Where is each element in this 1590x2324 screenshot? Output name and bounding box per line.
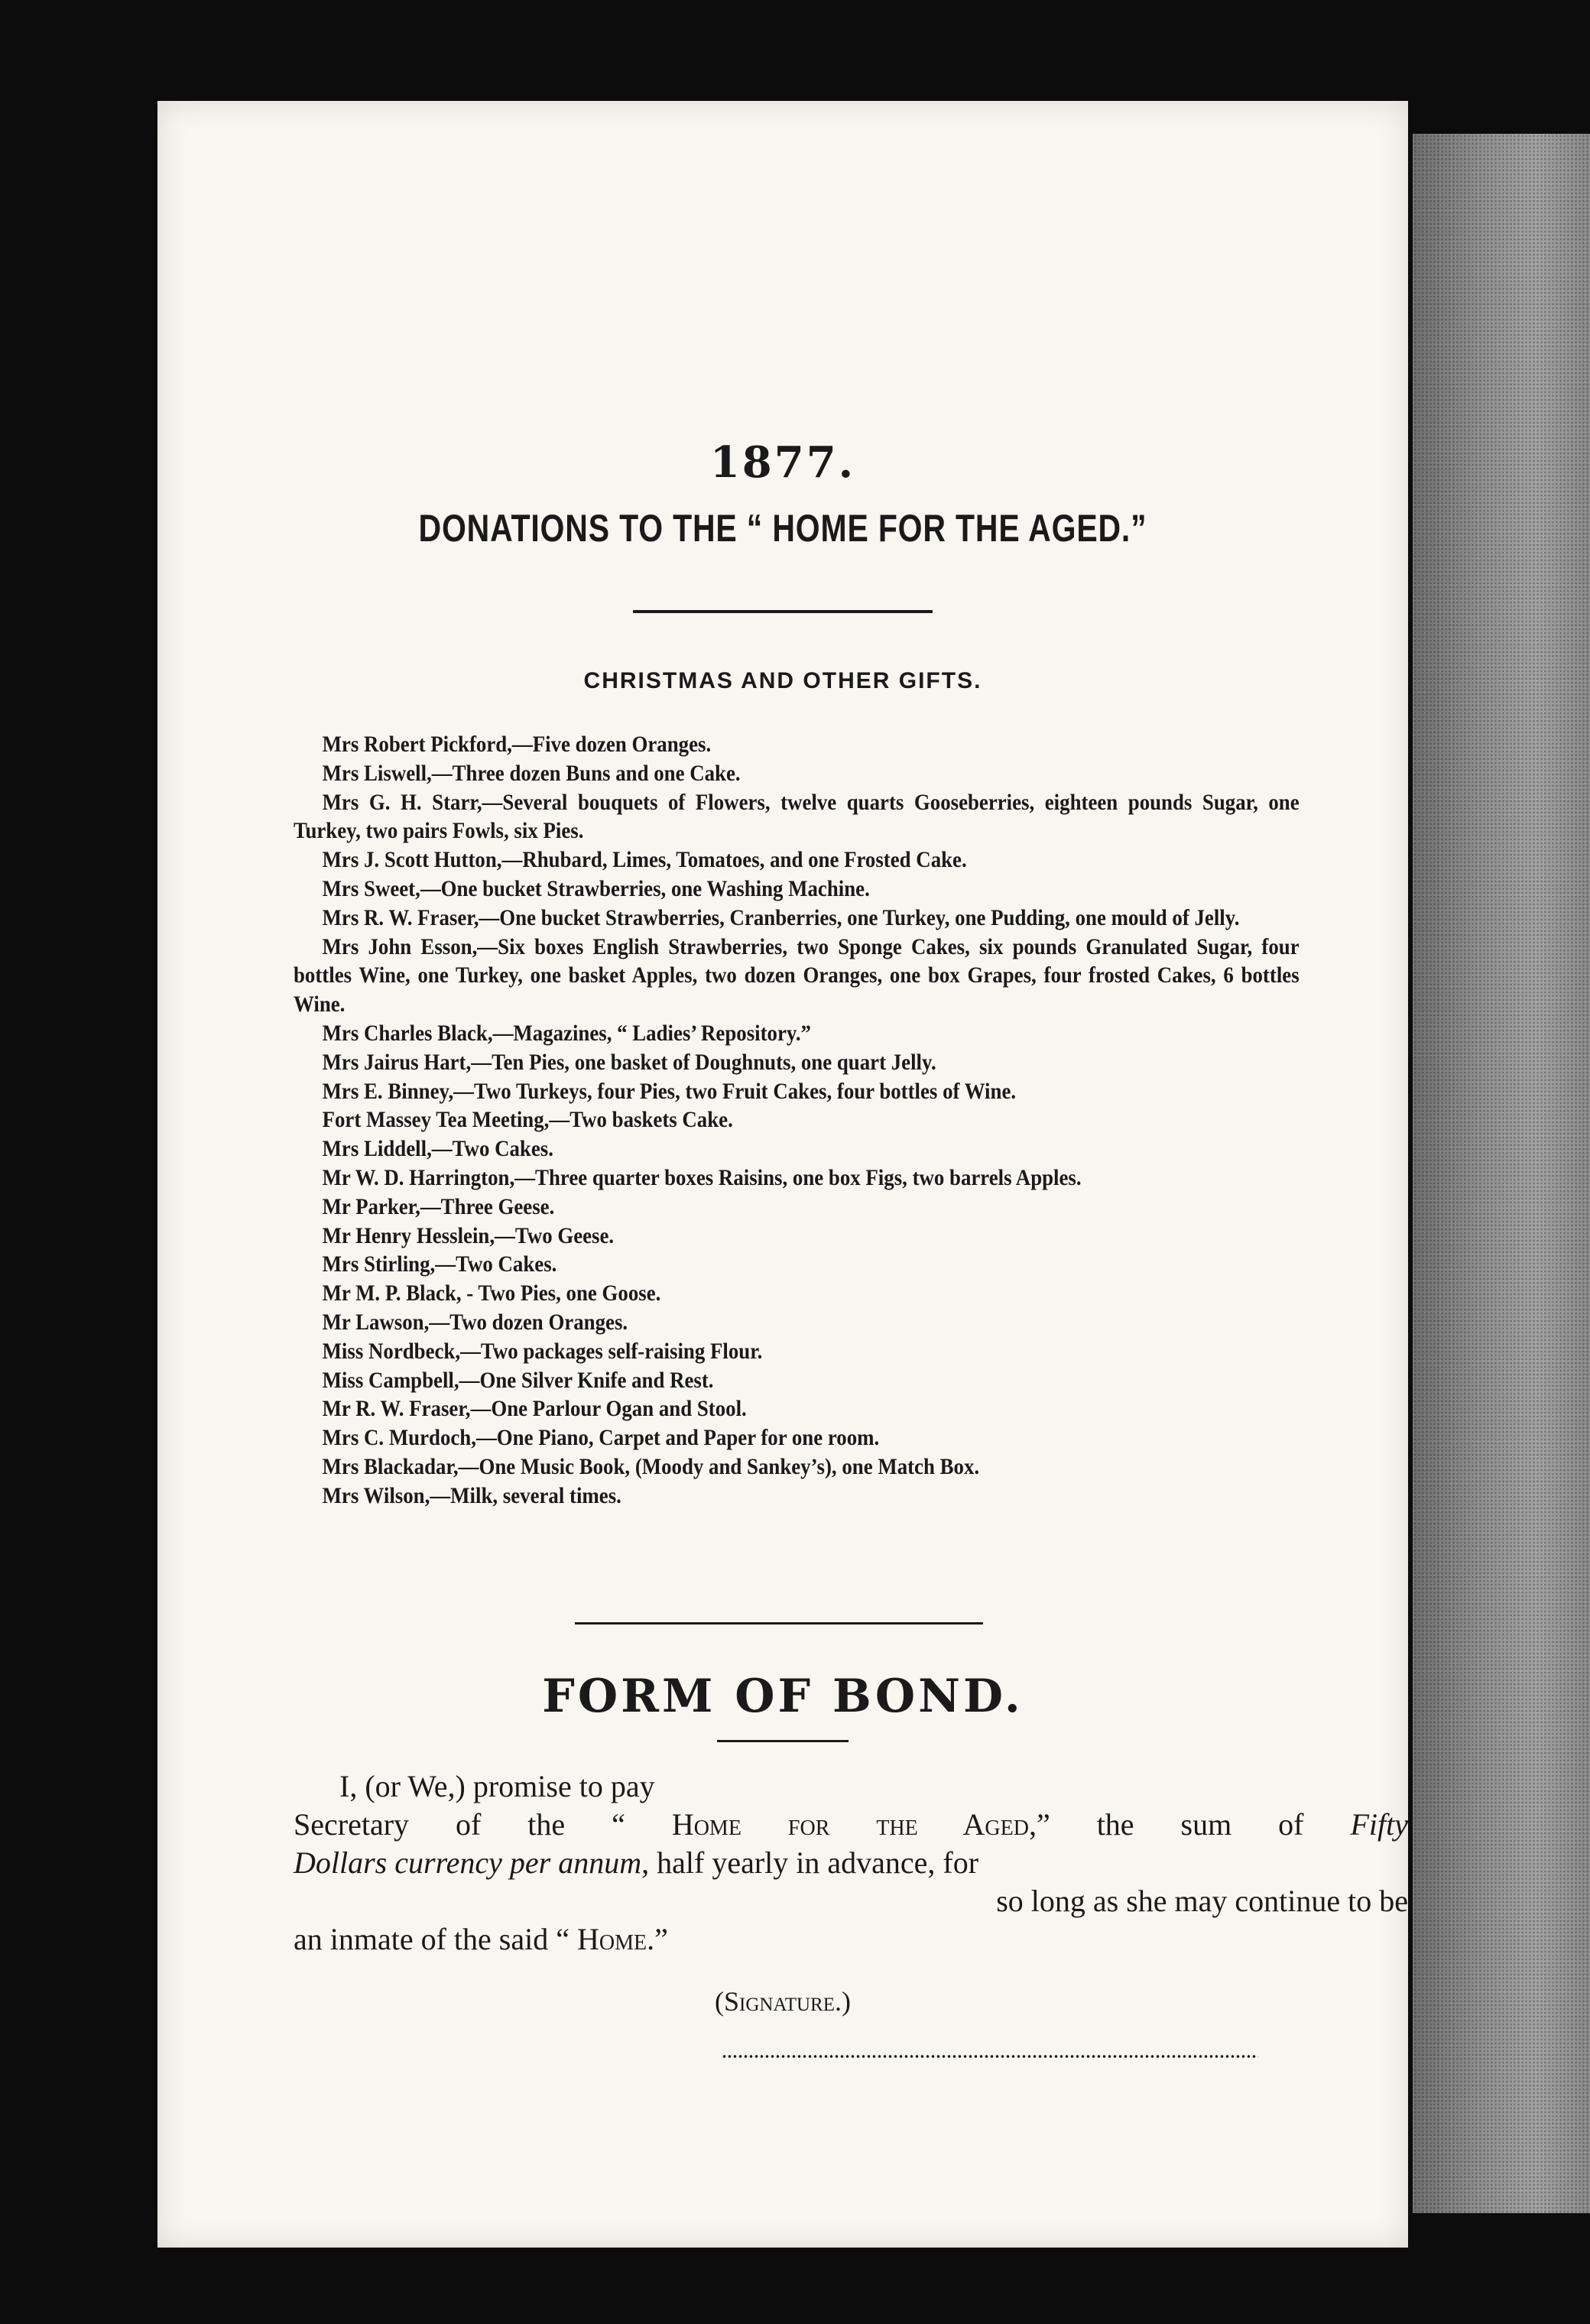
donation-entry: Mrs Charles Black,—Magazines, “ Ladies’ Repository.” <box>322 1020 811 1046</box>
bond-line-secretary <box>294 1806 1408 1844</box>
donation-entry: Mrs G. H. Starr,—Several bouquets of Flowers, twelve quarts Gooseberries, eighteen pounds Sugar, one Turkey, two pairs Fowls, six Pies. <box>294 789 1300 844</box>
title-divider <box>633 610 933 613</box>
signature-label: (Signature.) <box>715 1986 851 2017</box>
document-page <box>157 101 1408 2248</box>
page-title: DONATIONS TO THE “ HOME FOR THE AGED.” <box>418 507 1147 550</box>
donation-entry: Mrs C. Murdoch,—One Piano, Carpet and Paper for one room. <box>322 1425 880 1451</box>
year-heading: 1877. <box>709 437 856 488</box>
donation-entry: Mrs Jairus Hart,—Ten Pies, one basket of Doughnuts, one quart Jelly. <box>322 1049 936 1075</box>
bond-text-fragment: , half yearly in advance, for <box>641 1845 979 1880</box>
bond-home-short: Home <box>576 1922 647 1956</box>
donation-list <box>294 730 1300 1511</box>
donation-entry: Mr R. W. Fraser,—One Parlour Ogan and Stool. <box>322 1396 747 1422</box>
donation-entry: Mr Henry Hesslein,—Two Geese. <box>322 1222 615 1248</box>
donation-entry: Mr Parker,—Three Geese. <box>322 1193 555 1219</box>
donation-entry: Fort Massey Tea Meeting,—Two baskets Cake. <box>322 1107 733 1133</box>
bond-text-fragment: .” <box>647 1922 668 1956</box>
donation-entry: Miss Campbell,—One Silver Knife and Rest. <box>322 1367 714 1393</box>
donation-entry: Mrs R. W. Fraser,—One bucket Strawberries, Cranberries, one Turkey, one Pudding, one mould of Jelly. <box>322 904 1240 930</box>
bond-text-fragment: Secretary of the “ <box>294 1807 672 1842</box>
bond-amount-text: Fifty <box>1350 1807 1408 1842</box>
donation-entry: Mr W. D. Harrington,—Three quarter boxes Raisins, one box Figs, two barrels Apples. <box>322 1164 1082 1190</box>
donation-entry: Mrs Robert Pickford,—Five dozen Oranges. <box>322 732 712 757</box>
donation-entry: Mr M. P. Black, - Two Pies, one Goose. <box>322 1280 661 1306</box>
donation-entry: Mrs E. Binney,—Two Turkeys, four Pies, two Fruit Cakes, four bottles of Wine. <box>322 1078 1017 1104</box>
donation-entry: Miss Nordbeck,—Two packages self-raising Flour. <box>322 1338 763 1364</box>
donation-entry: Mrs Stirling,—Two Cakes. <box>322 1251 557 1277</box>
bond-currency-text: Dollars currency per annum <box>294 1845 642 1880</box>
bond-text-fragment: ,” the sum of <box>1028 1807 1351 1842</box>
bond-line-duration: so long as she may continue to be <box>996 1884 1408 1918</box>
donation-entry: Mrs Sweet,—One bucket Strawberries, one Washing Machine. <box>322 875 870 901</box>
bond-promise-text: I, (or We,) promise to pay <box>339 1769 655 1803</box>
bond-line-inmate <box>294 1920 1408 1959</box>
donation-entry: Mrs Liddell,—Two Cakes. <box>322 1136 553 1162</box>
donation-entry: Mrs John Esson,—Six boxes English Strawberries, two Sponge Cakes, six pounds Granulated Sugar, four bottles Wine, one Turkey, one basket Apples, two dozen Oranges, one box Grapes, four frosted Cakes, 6 bottles Wine. <box>294 933 1300 1018</box>
donation-entry: Mrs J. Scott Hutton,—Rhubard, Limes, Tomatoes, and one Frosted Cake. <box>322 847 967 873</box>
bond-line-promise <box>339 1767 1257 1806</box>
bond-line-currency <box>294 1844 1408 1882</box>
adjacent-page-edge <box>1413 134 1590 2213</box>
gifts-heading: CHRISTMAS AND OTHER GIFTS. <box>583 668 982 693</box>
section-divider <box>575 1622 983 1625</box>
donation-entry: Mrs Liswell,—Three dozen Buns and one Cake. <box>322 760 741 786</box>
donation-entry: Mrs Wilson,—Milk, several times. <box>322 1482 621 1508</box>
bond-title-divider <box>717 1740 849 1742</box>
donation-entry: Mr Lawson,—Two dozen Oranges. <box>322 1309 628 1335</box>
bond-title: FORM OF BOND. <box>542 1670 1024 1723</box>
signature-line <box>722 2055 1258 2058</box>
bond-text-fragment: an inmate of the said “ <box>294 1922 577 1956</box>
donation-entry: Mrs Blackadar,—One Music Book, (Moody and Sankey’s), one Match Box. <box>322 1453 980 1479</box>
bond-home-name: Home for the Aged <box>671 1807 1029 1842</box>
